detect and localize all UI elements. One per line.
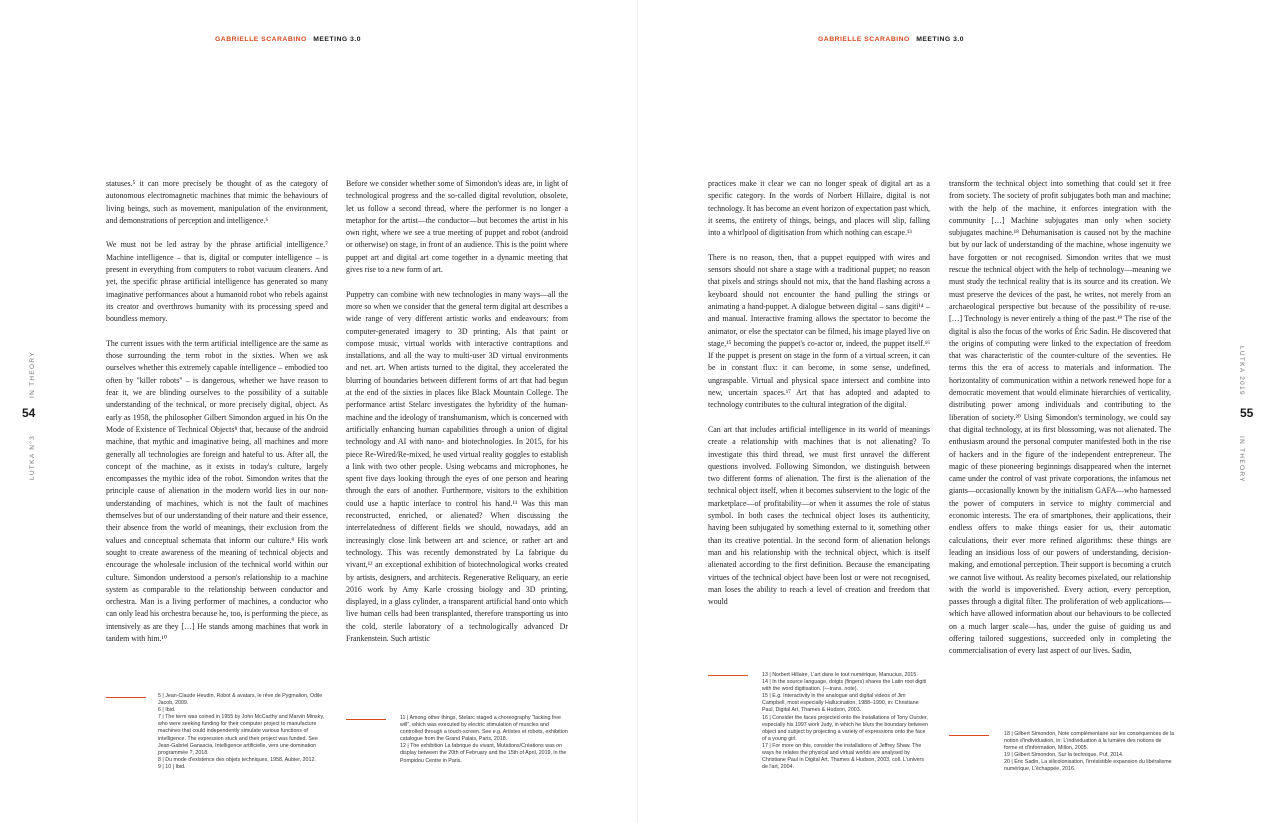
header-author: GABRIELLE SCARABINO: [818, 36, 910, 43]
paragraph: Puppetry can combine with new technologies in many ways—all the more so when we consider that the general term digital art describes a wide range of very different artistic works and endeavours: from computer-generated imagery to 3D printing, AIs that paint or compose music, virtual worlds with interactive contraptions and installations, and all the way to multi-user 3D virtual environments and net. art. When artists turned to the digital, they accelerated the blurring of boundaries between different forms of art that had begun at the end of the sixties in places like Black Mountain College. The performance artist Stelarc investigates the hybridity of the human-machine and the ideology of transhumanism, which is concerned with artificially enhancing human capabilities through a union of digital technology and AI with nano- and biotechnologies. In 2015, for his piece Re-Wired/Re-mixed, he used virtual reality goggles to establish a link with two other people. Using webcams and microphones, he spent five days looking through the eyes of one person and hearing through the ears of another. Furthermore, visitors to the exhibition could use a haptic interface to control his hand.¹¹ Was this man reconstructed, enriched, or alienated? When discussing the interrelatedness of different fields we should, nowadays, add an increasingly close link between art and science, or rather art and technology. This was recently demonstrated by La fabrique du vivant,¹² an exceptional exhibition of biotechnological works created by artists, designers, and architects. Regenerative Reliquary, an eerie 2016 work by Amy Karle crossing biology and 3D printing, displayed, in a glass cylinder, a transparent artificial hand onto which live human cells had been transplanted, therefore transporting us into the cold, sterile laboratory of a technologically advanced Dr Frankenstein. Such artistic: [346, 289, 568, 643]
footnotes-right-1: [762, 672, 930, 802]
text-column-1: [106, 178, 328, 673]
footnote: 19 | Gilbert Simondon, Sur la technique, Puf, 2014.: [1004, 752, 1124, 759]
journal-label-right: LUTKA 2019: [1238, 346, 1245, 396]
running-header-left: [215, 36, 361, 43]
footnote: 9 | 10 | Ibid.: [158, 763, 186, 770]
paragraph: Can art that includes artificial intelligence in its world of meanings create a relationship with machines that is not alienating? To investigate this third thread, we must first unravel the different questions involved. Following Simondon, we distinguish between two different forms of alienation. The first is the alienation of the technical object itself, when it becomes subservient to the logic of the marketplace—of profitability—or when it assumes the role of status symbol. In both cases the technical object loses its authenticity, having been subjugated by something external to it, something other than its creative potential. In the second form of alienation belongs man and his relationship with the technical object, which is itself alienated according to the first definition. Because the emancipating virtues of the technical object have been lost or were not recognised, man loses the ability to reach a level of creation and freedom that would: [708, 424, 930, 607]
footnote: 12 | The exhibition La fabrique du vivant, Mutations/Créations was on display between the 20th of February and the 15th of April, 2019, in the Pompidou Centre in Paris.: [400, 743, 567, 764]
journal-label-left: LUTKA N°3: [29, 434, 36, 480]
footnote-rule: [708, 675, 748, 676]
paragraph: The current issues with the term artificial intelligence are the same as those surrounding the term robot in the sixties. When we ask ourselves whether this extremely capable intelligence – embodied too often by "killer robots" – is dangerous, whether we have reason to fear it, we are blinding ourselves to the possibility of a suitable understanding of the technical, or more precisely digital, object. As early as 1958, the philosopher Gilbert Simondon argued in his On the Mode of Existence of Technical Objects⁸ that, because of the android machine, that mythic and imaginative being, all machines and more generally all technologies are foreign and hateful to us. After all, the concept of the machine, as it exists in today's culture, largely encompasses the mythic idea of the robot. Simondon writes that the principle cause of alienation in the modern world lies in our non-understanding of machines, which is not the fault of machines themselves but of our understanding of their nature and their essence, their absence from the world of meanings, their exclusion from the values and conceptual schemata that inform our culture.⁹ His work sought to create awareness of the meaning of technical objects and encourage the wholesale inclusion of the technical world within our culture. Simondon understood a person's relationship to a machine system as comparable to the relationship between conductor and orchestra. Man is a living performer of machines, a conductor who can only lead his orchestra because he, too, is performing the piece, as intensively as are they […] He stands among machines that work in tandem with him.¹⁰: [106, 338, 328, 643]
footnote: 5 | Jean-Claude Heudin, Robot & avatars, le rêve de Pygmalion, Odile Jacob, 2009.: [158, 693, 323, 707]
footnote: 18 | Gilbert Simondon, Note complémentaire sur les conséquences de la notion d'individuation, in: L'individuation à la lumière des notions de forme et d'information, Millon, 2005.: [1004, 731, 1175, 752]
right-page: [638, 0, 1276, 823]
footnote-rule: [106, 697, 146, 698]
paragraph: Before we consider whether some of Simondon's ideas are, in light of technological progress and the so-called digital revolution, obsolete, let us follow a second thread, where the performer is no longer a metaphor for the artist—the conductor—but becomes the artist in his own right, where we see a true meeting of puppet and robot (android or otherwise) on stage, in front of an audience. This is the point where puppet art and digital art come together in a dynamic meeting that gives rise to a new form of art.: [346, 179, 568, 275]
paragraph: There is no reason, then, that a puppet equipped with wires and sensors should not share a stage with a traditional puppet; no reason that pixels and strings should not mix, that the hand flashing across a keyboard should not encounter the hand pulling the strings or animating a hand-puppet. A dialogue between digital – sans digiti¹⁴ – and manual. Interactive framing allows the spectator to become the animator, or else the spectator can be filmed, his image played live on stage,¹⁵ becoming the puppet's co-actor or, indeed, the puppet itself.¹⁶ If the puppet is present on stage in the form of a virtual screen, it can be in constant flux: it can become, in some sense, undefined, ungraspable. Virtual and physical space intersect and combine into new, uncertain spaces.¹⁷ Art that has adopted and adapted to technology contributes to the cultural integration of the digital.: [708, 252, 930, 410]
header-meeting: MEETING 3.0: [916, 36, 965, 43]
footnote: 16 | Consider the faces projected onto the installations of Tony Oursler, especially his 1997 work Judy, in which he blurs the boundary between object and subject by projecting a variety of expressions onto the face of a young girl.: [762, 714, 928, 742]
page-number-left: 54: [22, 406, 36, 420]
running-header-right: [818, 36, 964, 43]
footnote: 14 | In the source language, doigts (fingers) shares the Latin root digiti with the word digitisation. (—trans. note).: [762, 679, 927, 693]
header-meeting: MEETING 3.0: [313, 36, 362, 43]
footnotes-left-1: [158, 693, 328, 803]
page-number-right: 55: [1240, 406, 1254, 420]
footnote: 17 | For more on this, consider the installations of Jeffrey Shaw. The ways he relates the physical and virtual worlds are analysed by Christiane Paul in Digital Art, Thames & Hudson, 2003, coll. L'univers de l'art, 2004.: [762, 742, 924, 771]
footnote: 20 | Éric Sadin, La silicolonisation, l'irrésistible expansion du libéralisme numérique, L'échappée, 2016.: [1004, 759, 1172, 773]
section-label-right: IN THEORY: [1238, 436, 1245, 483]
footnote-rule: [949, 735, 989, 736]
footnote: 8 | Du mode d'existence des objets techniques, 1958, Aubier, 2012.: [158, 756, 316, 763]
text-column-3: [708, 178, 930, 607]
footnote-rule: [346, 719, 386, 720]
text-column-4: [949, 178, 1171, 703]
paragraph: We must not be led astray by the phrase artificial intelligence.⁷ Machine intelligence – that is, digital or computer intelligence – is present in everything from computers to robot vacuum cleaners. And yet, the specific phrase artificial intelligence has generated so many imaginative performances about a humanoid robot who rebels against its creator and overthrows humanity with its processing speed and boundless memory.: [106, 240, 328, 324]
footnotes-right-2: [1004, 731, 1176, 806]
header-author: GABRIELLE SCARABINO: [215, 36, 307, 43]
footnote: 13 | Norbert Hillaire, L'art dans le tout numérique, Manucius, 2015.: [762, 672, 918, 678]
text-column-2: [346, 178, 568, 683]
paragraph: statuses.⁵ it can more precisely be thought of as the category of autonomous electromagnetic machines that mimic the behaviours of living beings, such as movement, manipulation of the environment, and demonstrations of perception and intelligence.⁶: [106, 179, 328, 225]
footnote: 6 | Ibid.: [158, 707, 176, 714]
paragraph: practices make it clear we can no longer speak of digital art as a specific category. In the words of Norbert Hillaire, digital is not technology. It has become an event horizon of expectation past which, it seems, the entirety of things, beings, and places will slip, falling into a whirlpool of digitisation from which nothing can escape.¹³: [708, 179, 930, 238]
paragraph: transform the technical object into something that could set it free from society. The society of profit subjugates both man and machine; with the help of the machine, it enforces integration with the community […] Machine subjugates man only when society subjugates machine.¹⁸ Dehumanisation is caused not by the machine but by our lack of understanding of the machine, whose ingenuity we have forgotten or not recognised. Simondon writes that we must rescue the technical object with the help of technology—meaning we must study the technical reality that is its source and its creation. We must preserve the devices of the past, he writes, not merely from an archaeological perspective but because of the possibility of re-use. […] Technology is never entirely a thing of the past.¹⁹ The rise of the digital is also the focus of the works of Éric Sadin. He discovered that the origins of computing were linked to the expectation of freedom that was characteristic of the counter-culture of the seventies. He terms this the era of access to materials and information. The horizontality of communication within a network renewed hope for a democratic movement that would eliminate hierarchies of verticality, distributing power among individuals and contributing to the liberation of society.²⁰ Using Simondon's terminology, we could say that digital technology, at its first blossoming, was not alienated. The enthusiasm around the personal computer manifested both in the rise of hackers and in the figure of the independent entrepreneur. The magic of these pioneering beginnings disappeared when the internet came under the control of vast private corporations, the infamous net giants—occasionally known by the initialism GAFA—who harnessed the power of computers in service to mighty commercial and economic interests. The era of smartphones, their applications, their endless offers to make things easier for us, their automatic calculations, their ever more refined algorithms: these things are leading an insidious loss of our powers of understanding, decision-making, and emotional perception. Their support is becoming a crutch we cannot live without. As reality becomes pixelated, our relationship with the world is impoverished. Every action, every perception, passes through a digital filter. The proliferation of web applications—which have allowed information about our behaviours to be collected on a much larger scale—has, under the guise of guiding us and offering tailored suggestions, succeeded only in completing the commercialisation of every last aspect of our lives. Sadin,: [949, 179, 1171, 656]
section-label-left: IN THEORY: [29, 351, 36, 398]
footnote: 7 | The term was coined in 1955 by John McCarthy and Marvin Minsky, who were seeking funding for their computer project to manufacture machines that could independently simulate various functions of intelligence. The expression stuck and their project was funded. See Jean-Gabriel Ganascia, Intelligence artificielle, vers une domination programmée ?, 2018.: [158, 714, 325, 756]
footnote: 11 | Among other things, Stelarc staged a choreography "lacking free will", which was executed by electric stimulation of muscles and controlled through a touch-screen. See e.g. Artistes et robots, exhibition catalogue from the Grand Palais, Paris, 2018.: [400, 715, 568, 743]
footnotes-left-2: [400, 715, 568, 795]
footnote: 15 | E.g. Interactivity in the analogue and digital videos of Jim Campbell, most especially Hallucination, 1988–1990, in: Christiane Paul, Digital Art, Thames & Hudson, 2003.: [762, 693, 919, 714]
